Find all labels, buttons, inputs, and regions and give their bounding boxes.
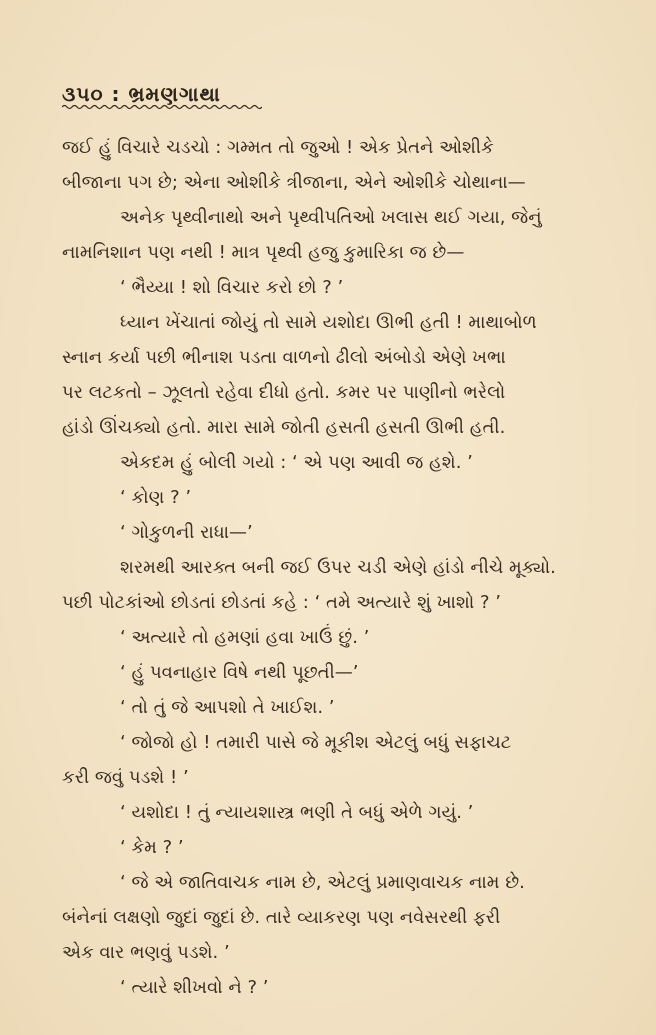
text-line: શરમથી આરક્ત બની જઈ ઉપર ચડી એણે હાંડો નીચે મૂક્યો. [120,557,556,578]
text-line: ‘ જે એ જાતિવાચક નામ છે, એટલું પ્રમાણવાચક નામ છે. [120,872,525,893]
page-header [62,82,221,106]
text-line: ‘ કેમ ? ’ [120,837,184,858]
text-line: પછી પોટકાંઓ છોડતાં છોડતાં કહે : ‘ તમે અત્યારે શું ખાશો ? ’ [62,592,501,613]
text-line: અનેક પૃથ્વીનાથો અને પૃથ્વીપતિઓ ખલાસ થઈ ગયા, જેનું [120,207,542,228]
text-line: ‘ અત્યારે તો હમણાં હવા ખાઉં છું. ’ [120,627,370,648]
text-line: ધ્યાન ખેંચાતાં જોયું તો સામે યશોદા ઊભી હતી ! માથાબોળ [120,312,537,333]
text-line: ‘ ભૈય્યા ! શો વિચાર કરો છો ? ’ [120,277,344,298]
book-title: ભ્રમણગાથા [128,82,221,106]
text-line: ‘ જોજો હો ! તમારી પાસે જે મૂકીશ એટલું બધું સફાચટ [120,732,512,753]
text-line: જઈ હું વિચારે ચડચો : ગમ્મત તો જુઓ ! એક પ્રેતને ઓશીકે [62,137,494,158]
text-line: એકદમ હું બોલી ગયો : ‘ એ પણ આવી જ હશે. ’ [120,452,473,473]
text-line: બીજાના પગ છે; એના ઓશીકે ત્રીજાના, એને ઓશીકે ચોથાના— [62,172,526,193]
text-line: ‘ તો તું જે આપશો તે ખાઈશ. ’ [120,697,335,718]
text-line: ‘ કોણ ? ’ [120,487,192,508]
text-line: ‘ યશોદા ! તું ન્યાયશાસ્ત્ર ભણી તે બધું એળે ગયું. ’ [120,802,474,823]
text-line: નામનિશાન પણ નથી ! માત્ર પૃથ્વી હજુ કુમારિકા જ છે— [62,242,465,263]
header-separator: : [111,82,121,106]
header-underline [62,104,262,110]
page-body [62,130,622,1005]
text-line: હાંડો ઊંચક્યો હતો. મારા સામે જોતી હસતી હસતી ઊભી હતી. [62,417,506,438]
page-number: ૩૫૦ [62,82,104,106]
text-line: કરી જવું પડશે ! ’ [62,767,189,788]
text-line: ‘ હું પવનાહાર વિષે નથી પૂછતી—’ [120,662,359,683]
text-line: બંનેનાં લક્ષણો જુદાં જુદાં છે. તારે વ્યાકરણ પણ નવેસરથી ફરી [62,907,501,928]
text-line: એક વાર ભણવું પડશે. ’ [62,942,230,963]
text-line: ‘ ગોકુળની રાધા—’ [120,522,253,543]
text-line: પર લટકતો – ઝૂલતો રહેવા દીધો હતો. કમર પર પાણીનો ભરેલો [62,382,506,403]
text-line: સ્નાન કર્યા પછી ભીનાશ પડતા વાળનો ઢીલો અંબોડો એણે ખભા [62,347,506,368]
text-line: ‘ ત્યારે શીખવો ને ? ’ [120,977,269,998]
